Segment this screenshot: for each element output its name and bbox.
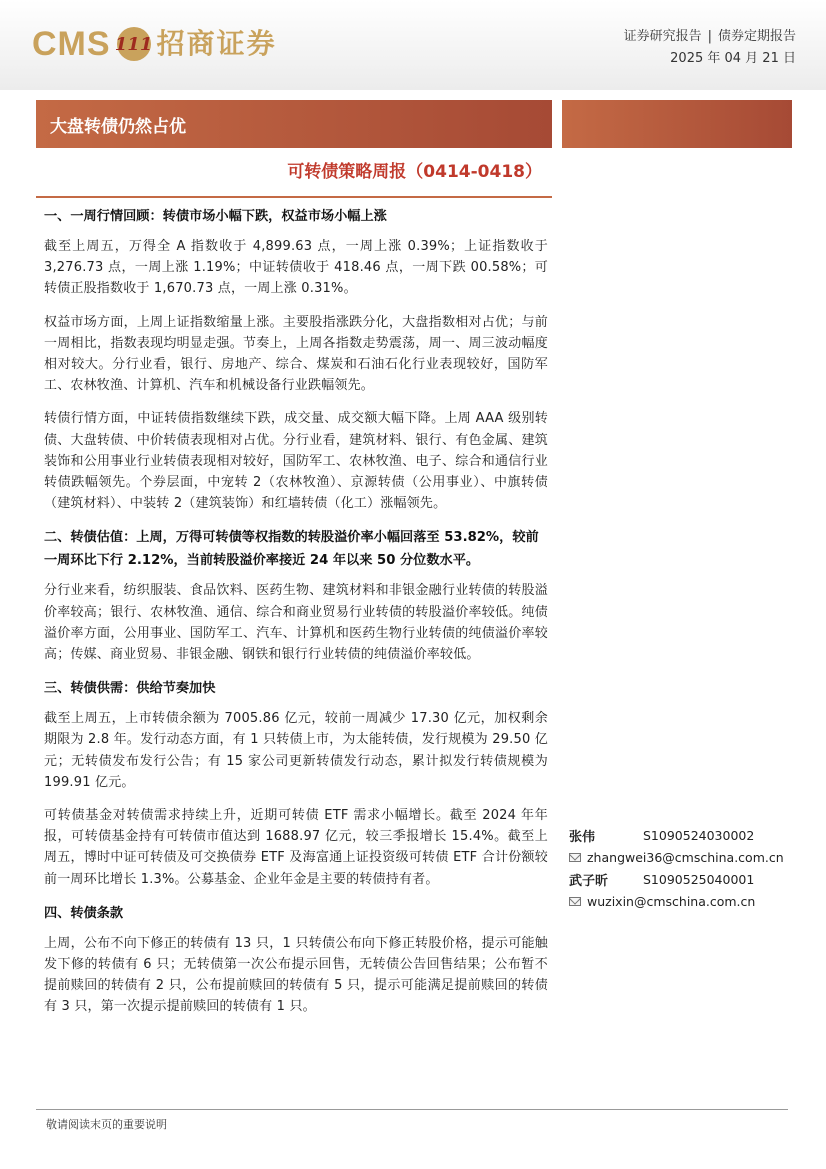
meta-separator: | (707, 29, 712, 44)
analyst (569, 824, 799, 868)
paragraph: 分行业来看，纺织服装、食品饮料、医药生物、建筑材料和非银金融行业转债的转股溢价率较高；银行、农林牧渔、通信、综合和商业贸易行业转债的转股溢价率较低。纯债溢价率方面，公用事业、国防军工、汽车、计算机和医药生物行业转债的纯债溢价率较高；传媒、商业贸易、非银金融、钢铁和银行行业转债的纯债溢价率较低。 (44, 583, 548, 663)
header-band (0, 0, 826, 90)
analyst-cert: S1090525040001 (643, 871, 755, 887)
footer-divider (36, 1109, 788, 1110)
title-divider (36, 196, 552, 198)
analyst (569, 868, 799, 912)
analyst-name: 张伟 (569, 829, 596, 845)
section-market-review (44, 205, 548, 514)
sidebar-banner (562, 100, 792, 148)
section-heading: 四、转债条款 (44, 905, 124, 921)
report-category: 债券定期报告 (717, 29, 796, 44)
paragraph: 转债行情方面，中证转债指数继续下跌，成交量、成交额大幅下降。上周 AAA 级别转债、大盘转债、中价转债表现相对占优。分行业看，建筑材料、银行、有色金属、建筑装饰和公用事业行业转债表现相对较好，国防军工、农林牧渔、电子、综合和通信行业转债跌幅领先。个券层面，中宠转 2（农林牧渔）、京源转债（公用事业）、中旗转债（建筑材料）、中装转 2（建筑装饰）和红墙转债（化工）涨幅领先。 (44, 411, 548, 512)
report-type: 证券研究报告 (623, 29, 702, 44)
analyst-email[interactable]: zhangwei36@cmschina.com.cn (587, 849, 784, 865)
section-supply-demand (44, 677, 548, 890)
logo-cn-text: 招商证券 (156, 27, 277, 60)
title-banner (36, 100, 552, 148)
mail-icon (569, 853, 581, 862)
mail-icon (569, 897, 581, 906)
paragraph: 可转债基金对转债需求持续上升，近期可转债 ETF 需求小幅增长。截至 2024 年年报，可转债基金持有可转债市值达到 1688.97 亿元，较三季报增长 15.4%。截至上周五，博时中证可转债及可交换债券 ETF 及海富通上证投资级可转债 ETF 合计份额较前一周环比增长 1.3%。公募基金、企业年金是主要的转债持有者。 (44, 808, 548, 887)
section-heading: 三、转债供需：供给节奏加快 (44, 681, 216, 697)
paragraph: 权益市场方面，上周上证指数缩量上涨。主要股指涨跌分化，大盘指数相对占优；与前一周相比，指数表现均明显走强。节奏上，上周各指数走势震荡，周一、周三波动幅度相对较大。分行业看，银行、房地产、综合、煤炭和石油石化行业表现较好，国防军工、农林牧渔、计算机、汽车和机械设备行业跌幅领先。 (44, 314, 548, 394)
report-subtitle: 可转债策略周报（0414-0418） (287, 162, 542, 182)
section-heading: 二、转债估值：上周，万得可转债等权指数的转股溢价率小幅回落至 53.82%，较前一周环比下行 2.12%，当前转股溢价率接近 24 年以来 50 分位数水平。 (44, 530, 539, 569)
main-content (44, 205, 548, 1030)
page-title: 大盘转债仍然占优 (50, 116, 186, 137)
logo-mark-icon: 111 (117, 27, 151, 61)
section-heading: 一、一周行情回顾：转债市场小幅下跌，权益市场小幅上涨 (44, 209, 387, 224)
brand-logo (32, 22, 277, 66)
analyst-name: 武子昕 (569, 873, 609, 889)
analyst-cert: S1090524030002 (643, 827, 755, 843)
paragraph: 截至上周五，上市转债余额为 7005.86 亿元，较前一周减少 17.30 亿元，加权剩余期限为 2.8 年。发行动态方面，有 1 只转债上市，为太能转债，发行规模为 29.50 亿元；无转债发布发行公告；有 15 家公司更新转债发行动态，累计拟发行转债规模为 199.91 亿元。 (44, 711, 548, 790)
paragraph: 截至上周五，万得全 A 指数收于 4,899.63 点，一周上涨 0.39%；上证指数收于 3,276.73 点，一周上涨 1.19%；中证转债收于 418.46 点，一周下跌 00.58%；可转债正股指数收于 1,670.73 点，一周上涨 0.31%。 (44, 239, 548, 297)
logo-cms-text: CMS (32, 25, 111, 63)
analyst-email[interactable]: wuzixin@cmschina.com.cn (587, 893, 756, 909)
section-valuation (44, 526, 548, 665)
section-terms (44, 902, 548, 1018)
analyst-list (569, 824, 799, 912)
report-meta (624, 26, 796, 70)
footer-note: 敬请阅读末页的重要说明 (46, 1118, 167, 1131)
paragraph: 上周，公布不向下修正的转债有 13 只，1 只转债公布向下修正转股价格，提示可能触发下修的转债有 6 只；无转债第一次公布提示回售，无转债公告回售结果；公布暂不提前赎回的转债有 2 只，公布提前赎回的转债有 5 只，提示可能满足提前赎回的转债有 3 只，第一次提示提前赎回的转债有 1 只。 (44, 935, 548, 1015)
report-date: 2025 年 04 月 21 日 (670, 51, 796, 66)
